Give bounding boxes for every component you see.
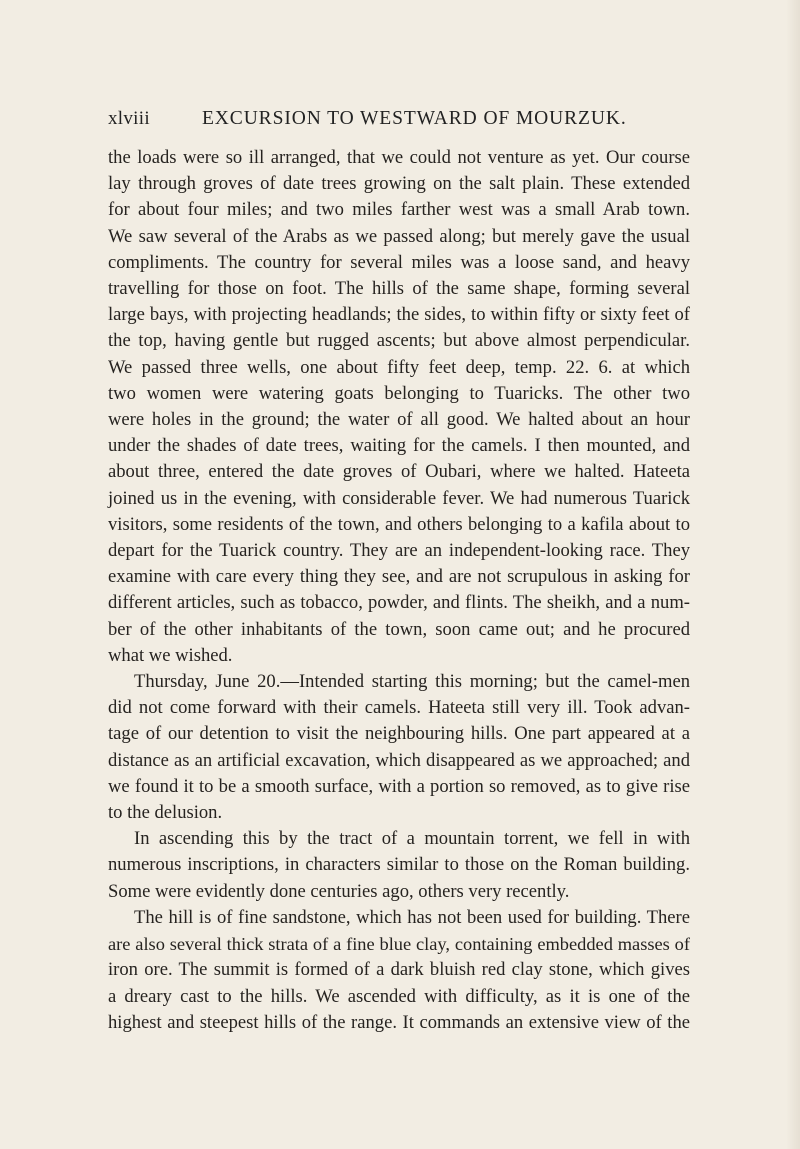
paragraph-2: [108, 669, 690, 826]
text-line: visitors, some residents of the town, and others belonging to a kafila about to: [108, 513, 690, 535]
text-line: what we wished.: [108, 644, 233, 666]
page-number: xlviii: [108, 108, 150, 129]
text-line: did not come forward with their camels. Hateeta still very ill. Took advan-: [108, 697, 690, 719]
text-line: In ascending this by the tract of a mountain torrent, we fell in with: [134, 828, 690, 850]
text-line: lay through groves of date trees growing on the salt plain. These extended: [108, 173, 690, 195]
body-text: [108, 145, 690, 1036]
text-line: numerous inscriptions, in characters similar to those on the Roman building.: [108, 854, 690, 876]
text-line: were holes in the ground; the water of all good. We halted about an hour: [108, 409, 690, 431]
text-line: the loads were so ill arranged, that we could not venture as yet. Our course: [108, 147, 690, 168]
page-edge-shadow: [786, 0, 800, 1149]
text-line: large bays, with projecting headlands; the sides, to within fifty or sixty feet of: [108, 304, 690, 326]
text-line: are also several thick strata of a fine blue clay, containing embedded masses of: [108, 934, 690, 955]
text-line: depart for the Tuarick country. They are an independent-looking race. They: [108, 540, 690, 562]
text-line: iron ore. The summit is formed of a dark bluish red clay stone, which gives: [108, 959, 690, 981]
text-line: tage of our detention to visit the neighbouring hills. One part appeared at a: [108, 723, 690, 745]
text-line: Some were evidently done centuries ago, others very recently.: [108, 880, 570, 902]
paragraph-3: [108, 826, 690, 905]
text-line: joined us in the evening, with considerable fever. We had numerous Tuarick: [108, 487, 690, 509]
text-line: The hill is of fine sandstone, which has not been used for building. There: [134, 906, 690, 928]
text-line: ber of the other inhabitants of the town, soon came out; and he procured: [108, 618, 690, 640]
text-line: highest and steepest hills of the range. It commands an extensive view of the: [108, 1011, 690, 1033]
text-line: Thursday, June 20.—Intended starting this morning; but the camel-men: [134, 671, 690, 693]
text-line: We saw several of the Arabs as we passed along; but merely gave the usual: [108, 225, 690, 247]
text-line: examine with care every thing they see, and are not scrupulous in asking for: [108, 566, 690, 588]
text-line: a dreary cast to the hills. We ascended with difficulty, as it is one of the: [108, 985, 690, 1007]
running-head: [108, 108, 690, 134]
text-line: two women were watering goats belonging to Tuaricks. The other two: [108, 382, 690, 404]
text-line: distance as an artificial excavation, which disappeared as we approached; and: [108, 749, 690, 771]
text-line: different articles, such as tobacco, powder, and flints. The sheikh, and a num-: [108, 592, 690, 614]
text-line: under the shades of date trees, waiting for the camels. I then mounted, and: [108, 435, 690, 457]
text-line: for about four miles; and two miles farther west was a small Arab town.: [108, 199, 690, 221]
text-line: the top, having gentle but rugged ascents; but above almost perpendicular.: [108, 330, 690, 352]
text-line: we found it to be a smooth surface, with a portion so removed, as to give rise: [108, 775, 690, 797]
text-line: to the delusion.: [108, 802, 223, 824]
text-line: about three, entered the date groves of Oubari, where we halted. Hateeta: [108, 461, 690, 483]
text-line: travelling for those on foot. The hills of the same shape, forming several: [108, 278, 690, 300]
text-line: compliments. The country for several miles was a loose sand, and heavy: [108, 251, 690, 273]
running-title: EXCURSION TO WESTWARD OF MOURZUK.: [202, 108, 627, 129]
text-line: We passed three wells, one about fifty feet deep, temp. 22. 6. at which: [108, 356, 690, 378]
paragraph-4: [108, 905, 690, 1036]
paragraph-1: [108, 145, 690, 669]
